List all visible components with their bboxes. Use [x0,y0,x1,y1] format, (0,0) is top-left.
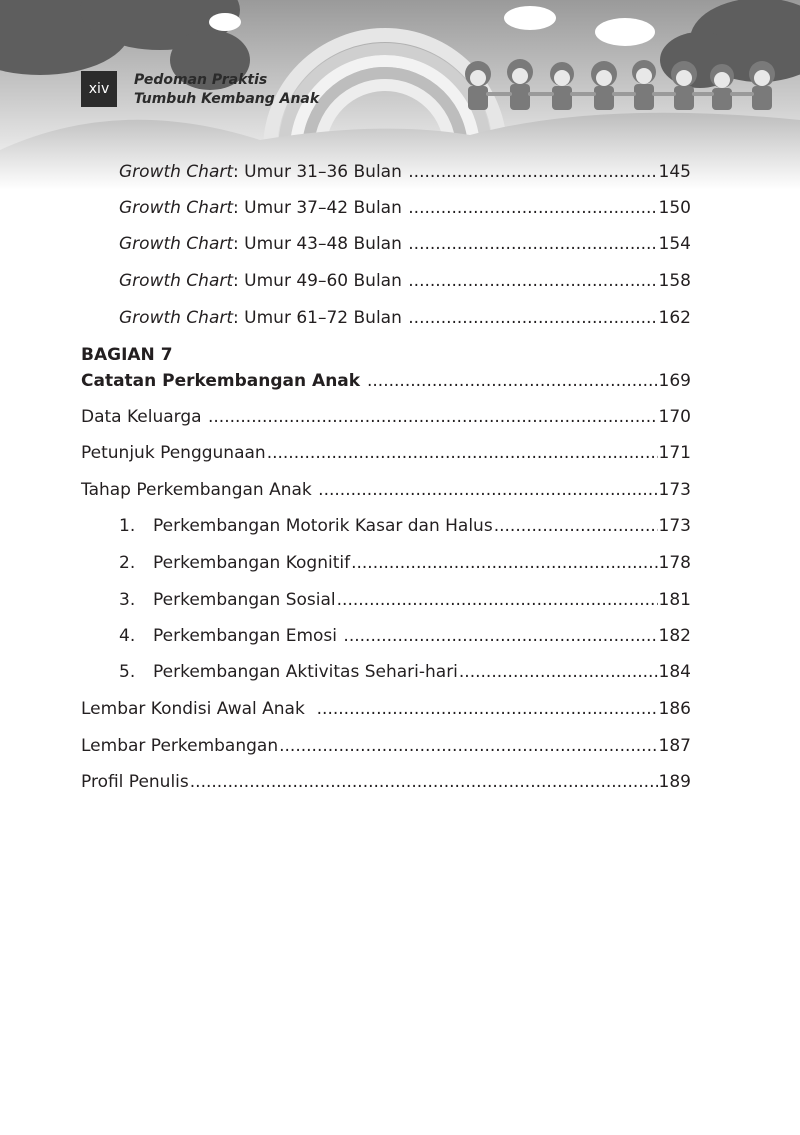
leader-dots [208,405,658,429]
toc-entry[interactable] [81,405,691,429]
toc-entry[interactable] [81,770,691,794]
leader-dots [408,160,657,184]
leader-dots [408,232,657,256]
toc-entry-title: Perkembangan Motorik Kasar dan Halus [153,516,493,536]
toc-entry-page: 181 [658,590,691,610]
book-title-line1: Pedoman Praktis [134,72,268,88]
toc-entry-title: Perkembangan Aktivitas Sehari-hari [153,662,458,682]
toc-entry-title: Perkembangan Sosial [153,590,336,610]
leader-dots [459,660,658,684]
leader-dots [343,624,657,648]
toc-sub-entry[interactable] [119,588,691,612]
toc-entry-page: 154 [658,234,691,254]
toc-entry[interactable] [119,232,691,256]
leader-dots [318,478,657,502]
toc-entry-page: 178 [658,553,691,573]
toc-entry-title: Profil Penulis [81,772,189,792]
toc-entry-title: Lembar Perkembangan [81,736,279,756]
toc-entry-page: 162 [658,308,691,328]
leader-dots [494,514,658,538]
toc-entry-title: Growth Chart: Umur 43–48 Bulan [119,234,408,254]
leader-dots [351,551,657,575]
leader-dots [190,770,658,794]
toc-entry-page: 184 [658,662,691,682]
toc-sub-entry[interactable] [119,551,691,575]
leader-dots [408,306,657,330]
toc-entry[interactable] [119,306,691,330]
toc-entry[interactable] [119,269,691,293]
section-heading: BAGIAN 7 [81,345,173,365]
toc-entry[interactable] [119,160,691,184]
toc-entry[interactable] [81,441,691,465]
toc-entry-page: 171 [658,443,691,463]
toc-entry-title: Growth Chart: Umur 49–60 Bulan [119,271,408,291]
toc-entry-page: 170 [658,407,691,427]
book-title [134,71,319,109]
toc-entry[interactable] [81,734,691,758]
toc-entry-title: Perkembangan Emosi [153,626,343,646]
toc-sub-entry[interactable] [119,514,691,538]
toc-entry-number: 2. [119,553,136,573]
leader-dots [367,369,658,393]
toc-entry-page: 187 [658,736,691,756]
toc-entry-title: Perkembangan Kognitif [153,553,351,573]
toc-entry-number: 5. [119,662,136,682]
toc-entry-title: Growth Chart: Umur 31–36 Bulan [119,162,408,182]
leader-dots [408,269,657,293]
toc-entry-title: Data Keluarga [81,407,207,427]
toc-entry-number: 1. [119,516,136,536]
toc-entry[interactable] [81,478,691,502]
book-title-line2: Tumbuh Kembang Anak [134,91,320,107]
toc-entry-page: 173 [658,516,691,536]
toc-entry-title: Growth Chart: Umur 61–72 Bulan [119,308,408,328]
toc-entry-page: 186 [658,699,691,719]
toc-entry-title: Tahap Perkembangan Anak [81,480,318,500]
toc-entry-title: Growth Chart: Umur 37–42 Bulan [119,198,408,218]
toc-entry-page: 158 [658,271,691,291]
toc-entry-title: Catatan Perkembangan Anak [81,371,366,391]
leader-dots [317,697,658,721]
leader-dots [337,588,658,612]
toc-entry-page: 189 [658,772,691,792]
leader-dots [408,196,657,220]
toc-entry-page: 169 [658,371,691,391]
toc-entry-section-title[interactable] [81,369,691,393]
toc-entry-page: 145 [658,162,691,182]
toc-entry-page: 173 [658,480,691,500]
toc-entry-number: 4. [119,626,136,646]
leader-dots [279,734,657,758]
toc-sub-entry[interactable] [119,624,691,648]
toc-sub-entry[interactable] [119,660,691,684]
toc-entry-title: Petunjuk Penggunaan [81,443,266,463]
toc-entry-title: Lembar Kondisi Awal Anak [81,699,316,719]
toc-entry[interactable] [81,697,691,721]
toc-entry[interactable] [119,196,691,220]
toc-entry-number: 3. [119,590,136,610]
toc-entry-page: 182 [658,626,691,646]
toc-entry-page: 150 [658,198,691,218]
page-number: xiv [81,71,117,107]
leader-dots [267,441,658,465]
